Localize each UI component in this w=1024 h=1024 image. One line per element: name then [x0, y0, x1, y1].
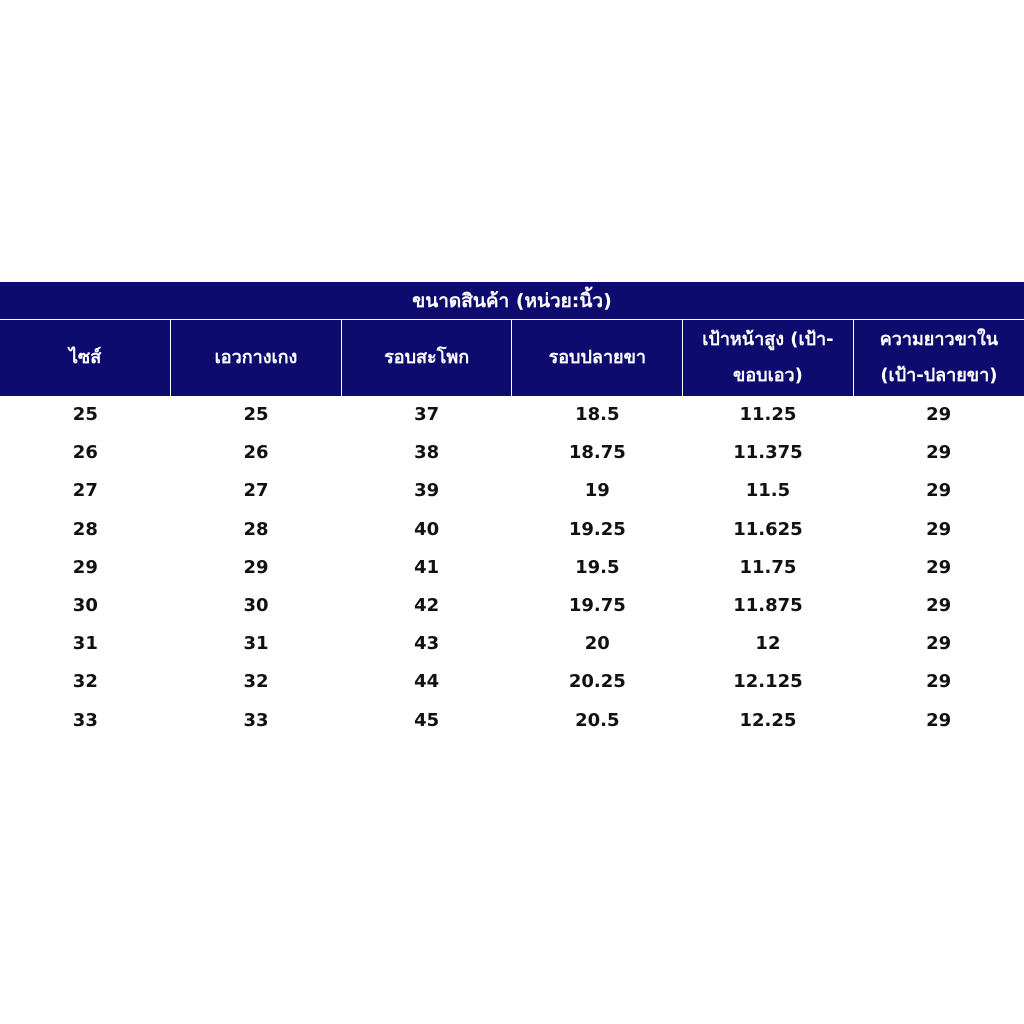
size-chart-table: [0, 282, 1024, 739]
table-cell: 11.875: [683, 586, 854, 624]
table-cell: 12.125: [683, 663, 854, 701]
table-row: [0, 701, 1024, 739]
table-cell: 37: [341, 396, 512, 434]
table-cell: 29: [853, 701, 1024, 739]
table-row: [0, 625, 1024, 663]
table-cell: 38: [341, 434, 512, 472]
table-cell: 41: [341, 548, 512, 586]
table-cell: 29: [171, 548, 342, 586]
table-cell: 26: [0, 434, 171, 472]
column-header-inseam: ความยาวขาใน (เป้า-ปลายขา): [853, 320, 1024, 396]
table-cell: 25: [171, 396, 342, 434]
table-cell: 11.25: [683, 396, 854, 434]
column-header-hip: รอบสะโพก: [341, 320, 512, 396]
table-cell: 18.5: [512, 396, 683, 434]
table-cell: 32: [171, 663, 342, 701]
column-header-front-rise: เป้าหน้าสูง (เป้า-ขอบเอว): [683, 320, 854, 396]
table-cell: 31: [171, 625, 342, 663]
table-cell: 11.5: [683, 472, 854, 510]
table-cell: 40: [341, 510, 512, 548]
table-cell: 29: [853, 510, 1024, 548]
table-cell: 29: [853, 434, 1024, 472]
table-cell: 29: [853, 472, 1024, 510]
table-cell: 27: [0, 472, 171, 510]
table-cell: 19.5: [512, 548, 683, 586]
table-cell: 12.25: [683, 701, 854, 739]
table-cell: 45: [341, 701, 512, 739]
table-cell: 33: [0, 701, 171, 739]
table-cell: 27: [171, 472, 342, 510]
table-row: [0, 548, 1024, 586]
table-cell: 29: [853, 548, 1024, 586]
table-title: ขนาดสินค้า (หน่วย:นิ้ว): [0, 282, 1024, 320]
table-cell: 42: [341, 586, 512, 624]
table-row: [0, 396, 1024, 434]
table-cell: 39: [341, 472, 512, 510]
table-cell: 29: [853, 396, 1024, 434]
table-cell: 20: [512, 625, 683, 663]
table-row: [0, 472, 1024, 510]
table-cell: 44: [341, 663, 512, 701]
table-cell: 19.25: [512, 510, 683, 548]
table-row: [0, 510, 1024, 548]
table-cell: 19: [512, 472, 683, 510]
table-cell: 25: [0, 396, 171, 434]
table-cell: 29: [0, 548, 171, 586]
table-cell: 20.25: [512, 663, 683, 701]
table-cell: 11.375: [683, 434, 854, 472]
table-cell: 28: [171, 510, 342, 548]
table-cell: 12: [683, 625, 854, 663]
table-cell: 19.75: [512, 586, 683, 624]
table-cell: 28: [0, 510, 171, 548]
table-body: [0, 396, 1024, 740]
table-cell: 31: [0, 625, 171, 663]
column-header-row: [0, 320, 1024, 396]
table-cell: 43: [341, 625, 512, 663]
table-cell: 20.5: [512, 701, 683, 739]
column-header-leg-opening: รอบปลายขา: [512, 320, 683, 396]
table-title-row: [0, 282, 1024, 320]
table-row: [0, 663, 1024, 701]
table-cell: 30: [171, 586, 342, 624]
column-header-waist: เอวกางเกง: [171, 320, 342, 396]
table-cell: 29: [853, 663, 1024, 701]
table-cell: 29: [853, 625, 1024, 663]
table-cell: 11.75: [683, 548, 854, 586]
table-cell: 11.625: [683, 510, 854, 548]
table-cell: 29: [853, 586, 1024, 624]
table-row: [0, 434, 1024, 472]
column-header-size: ไซส์: [0, 320, 171, 396]
table-cell: 30: [0, 586, 171, 624]
table-cell: 18.75: [512, 434, 683, 472]
table-cell: 26: [171, 434, 342, 472]
table-cell: 33: [171, 701, 342, 739]
table-cell: 32: [0, 663, 171, 701]
table-row: [0, 586, 1024, 624]
